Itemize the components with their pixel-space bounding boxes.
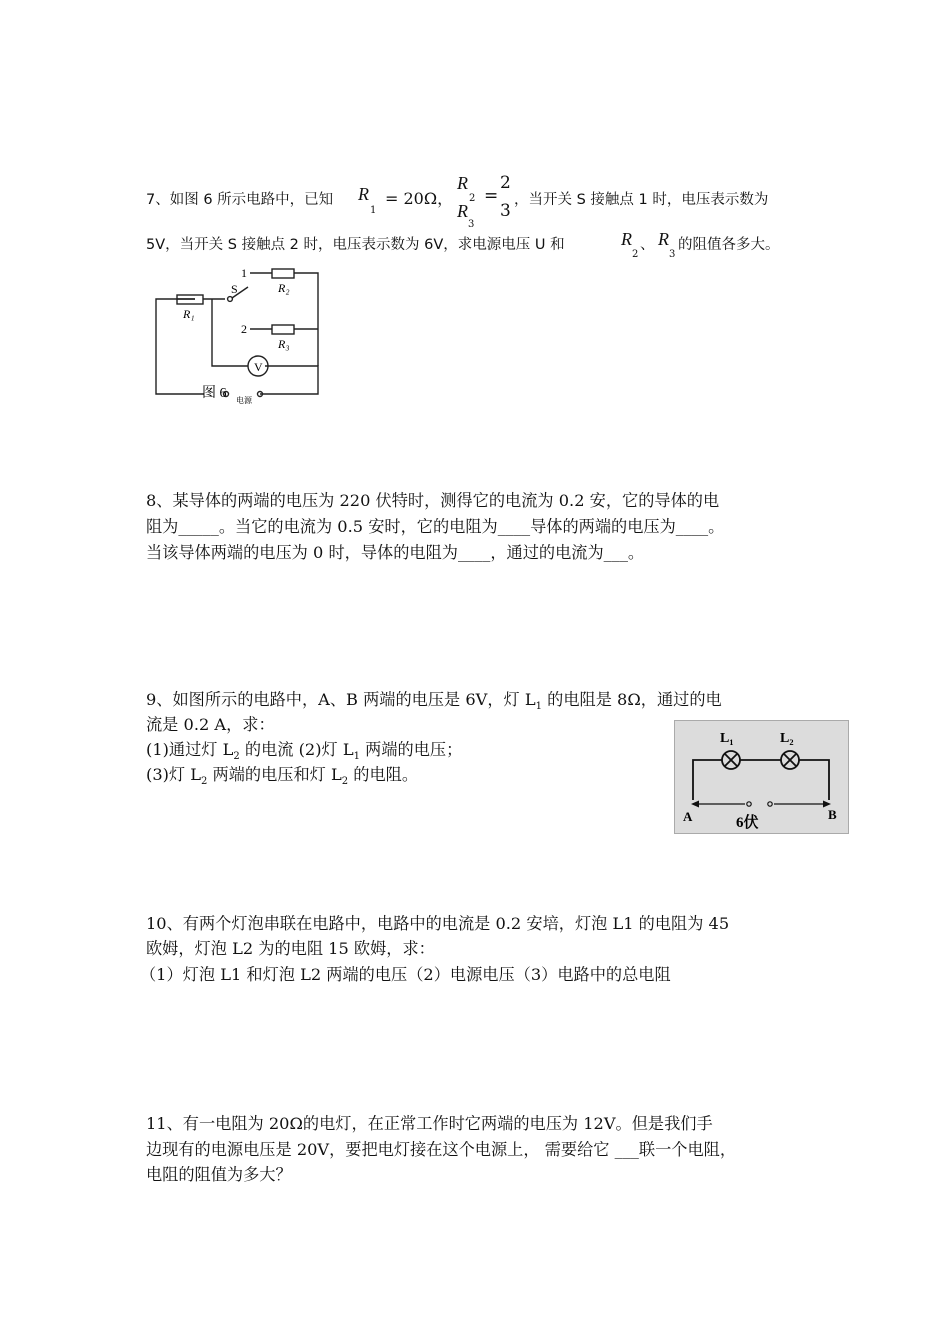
- power-source-label: 电源: [236, 396, 252, 405]
- switch-pivot: [228, 297, 233, 302]
- switch-s-label: S: [231, 282, 238, 296]
- q9-line3-subscript-2: 1: [353, 751, 361, 763]
- q8-line3: 当该导体两端的电压为 0 时，导体的电阻为____，通过的电流为___。: [146, 543, 645, 562]
- r3-label: R₃: [278, 337, 290, 351]
- q7-r3-subscript: 3: [669, 249, 676, 260]
- q9-line3-tail: 两端的电压；: [360, 740, 463, 759]
- q7-line1-text: 7、如图 6 所示电路中，已知: [146, 192, 334, 208]
- switch-contact-1-label: 1: [241, 266, 247, 280]
- terminal-b-label: B: [828, 807, 837, 822]
- q9-line3-mid: 的电流 (2)灯 L: [239, 740, 354, 759]
- q11-line2: 边现有的电源电压是 20V，要把电灯接在这个电源上， 需要给它 ___联一个电阻，: [146, 1140, 737, 1159]
- resistor-r2-body: [272, 269, 294, 278]
- q9-line3: [146, 736, 462, 762]
- q7-frac-denominator: 3: [500, 201, 511, 221]
- r2-label: R₂: [278, 281, 290, 295]
- circuit-bottom-right-wire: [260, 366, 318, 394]
- q7-ratio-r3: R: [457, 201, 468, 221]
- q9-line1: [146, 686, 722, 712]
- q9-line4-text: (3)灯 L: [146, 765, 202, 784]
- voltage-label: 6伏: [736, 815, 759, 831]
- q7-ratio-sub3: 3: [468, 219, 475, 230]
- q11-line1: 11、有一电阻为 20Ω的电灯，在正常工作时它两端的电压为 12V。但是我们手: [146, 1114, 713, 1133]
- q9-line1-subscript: 1: [535, 701, 542, 713]
- q9-line1-text: 9、如图所示的电路中，A、B 两端的电压是 6V，灯 L: [146, 690, 536, 709]
- q7-r2-symbol: R: [621, 229, 632, 249]
- q9-line4-subscript-1: 2: [201, 776, 208, 788]
- q7-line2-tail: 的阻值各多大。: [678, 237, 780, 253]
- r1-label: R₁: [183, 307, 195, 321]
- q8-line1: 8、某导体的两端的电压为 220 伏特时，测得它的电流为 0.2 安，它的导体的电: [146, 491, 720, 510]
- figure-background: [675, 721, 849, 834]
- q10-line1: 10、有两个灯泡串联在电路中，电路中的电流是 0.2 安培，灯泡 L1 的电阻为 45: [146, 914, 730, 933]
- q9-circuit-diagram: [674, 720, 849, 834]
- q7-frac-numerator: 2: [500, 173, 511, 193]
- q7-ratio-equals: =: [484, 186, 499, 206]
- q9-line3-subscript-1: 2: [233, 751, 240, 763]
- q8-line2: 阻为_____。当它的电流为 0.5 安时，它的电阻为____导体的两端的电压为____。: [146, 517, 725, 536]
- q7-r1-value: = 20Ω，: [385, 189, 454, 208]
- q9-line2: 流是 0.2 A，求：: [146, 715, 275, 734]
- q7-line1-tail: ，当开关 S 接触点 1 时，电压表示数为: [514, 192, 769, 208]
- q7-r1-subscript: 1: [370, 205, 377, 216]
- lamp-l1-label: L₁: [720, 731, 734, 746]
- q7-ratio-sub2: 2: [469, 193, 476, 204]
- q7-r2-subscript: 2: [632, 249, 639, 260]
- q7-r1-symbol: R: [358, 184, 369, 204]
- q9-line3-text: (1)通过灯 L: [146, 740, 234, 759]
- q10-line2: 欧姆，灯泡 L2 为的电阻 15 欧姆，求：: [146, 939, 435, 958]
- switch-contact-2-label: 2: [241, 322, 247, 336]
- voltmeter-label: V: [254, 360, 263, 374]
- q7-ratio-r2: R: [457, 173, 468, 193]
- q7-r3-symbol: R: [658, 229, 669, 249]
- q9-line4-tail: 的电阻。: [348, 765, 419, 784]
- q7-line2-text: 5V，当开关 S 接触点 2 时，电压表示数为 6V，求电源电压 U 和: [146, 237, 565, 253]
- q10-line3: （1）灯泡 L1 和灯泡 L2 两端的电压（2）电源电压（3）电路中的总电阻: [140, 965, 671, 984]
- q7-circuit-diagram: [150, 262, 330, 412]
- figure-6-caption: 图 6: [202, 386, 227, 401]
- q9-line1-tail: 的电阻是 8Ω，通过的电: [542, 690, 722, 709]
- circuit-left-wire: [156, 299, 204, 394]
- terminal-a-label: A: [683, 809, 693, 824]
- resistor-r3-body: [272, 325, 294, 334]
- q9-line4-subscript-2: 2: [341, 776, 349, 788]
- q7-line2-separator: 、: [640, 237, 655, 253]
- q9-line4: [146, 761, 418, 787]
- q9-line4-mid: 两端的电压和灯 L: [207, 765, 342, 784]
- q11-line3: 电阻的阻值为多大？: [146, 1165, 292, 1184]
- lamp-l2-label: L₂: [780, 731, 794, 746]
